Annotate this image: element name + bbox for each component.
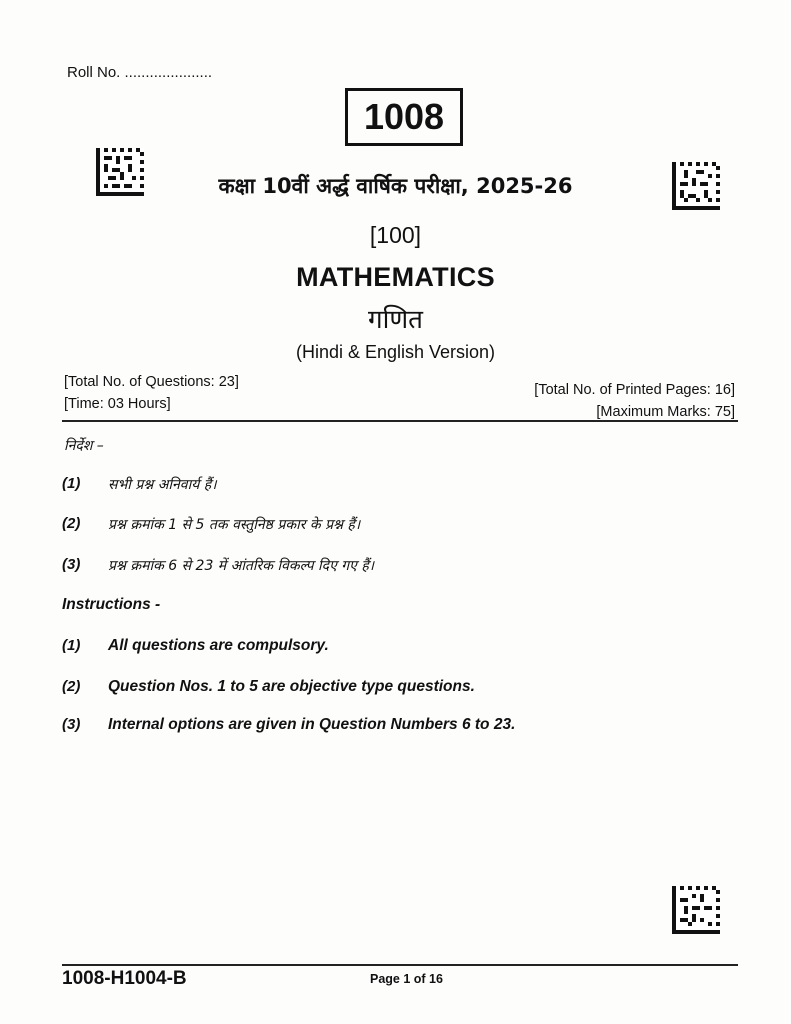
- instructions-heading: Instructions -: [62, 596, 161, 613]
- total-questions: [Total No. of Questions: 23]: [64, 374, 239, 390]
- roll-number-field: Roll No. .....................: [67, 64, 213, 81]
- instruction-number: (3): [62, 556, 81, 573]
- instruction-text: Question Nos. 1 to 5 are objective type questions.: [108, 678, 475, 695]
- subject-code: [100]: [369, 222, 422, 248]
- instructions-heading-hindi: निर्देश –: [64, 438, 104, 454]
- exam-title: कक्षा 10वीं अर्द्ध वार्षिक परीक्षा, 2025-26: [218, 174, 573, 198]
- page-number: Page 1 of 16: [370, 972, 443, 986]
- instruction-item-hindi: [62, 556, 374, 575]
- subject-title-hindi: गणित: [368, 305, 423, 335]
- instruction-number: (2): [62, 678, 81, 695]
- qr-code-icon: [96, 148, 144, 196]
- instruction-text: All questions are compulsory.: [108, 637, 329, 654]
- maximum-marks: [Maximum Marks: 75]: [596, 404, 735, 420]
- version-label: (Hindi & English Version): [295, 342, 496, 362]
- paper-code: 1008: [363, 96, 445, 137]
- instruction-text: प्रश्न क्रमांक 1 से 5 तक वस्तुनिष्ठ प्रकार के प्रश्न हैं।: [108, 517, 361, 533]
- footer-divider: [62, 964, 738, 966]
- instruction-item: [62, 678, 475, 696]
- header-divider: [62, 420, 738, 422]
- instruction-text: सभी प्रश्न अनिवार्य हैं।: [108, 477, 217, 493]
- instruction-number: (2): [62, 515, 81, 532]
- instruction-text: प्रश्न क्रमांक 6 से 23 में आंतरिक विकल्प दिए गए हैं।: [108, 558, 375, 574]
- instruction-item: [62, 716, 515, 734]
- qr-code-icon: [672, 162, 720, 210]
- qr-code-icon: [672, 886, 720, 934]
- paper-code-box: [345, 88, 463, 146]
- instruction-text: Internal options are given in Question Numbers 6 to 23.: [108, 716, 516, 733]
- subject-title: MATHEMATICS: [296, 262, 495, 292]
- exam-time: [Time: 03 Hours]: [64, 396, 171, 412]
- instruction-item-hindi: [62, 515, 360, 534]
- printed-pages: [Total No. of Printed Pages: 16]: [534, 382, 735, 398]
- footer-paper-code: 1008-H1004-B: [62, 968, 187, 989]
- instruction-number: (1): [62, 637, 81, 654]
- instruction-number: (3): [62, 716, 81, 733]
- instruction-item: [62, 637, 329, 655]
- instruction-number: (1): [62, 475, 81, 492]
- instruction-item-hindi: [62, 475, 217, 494]
